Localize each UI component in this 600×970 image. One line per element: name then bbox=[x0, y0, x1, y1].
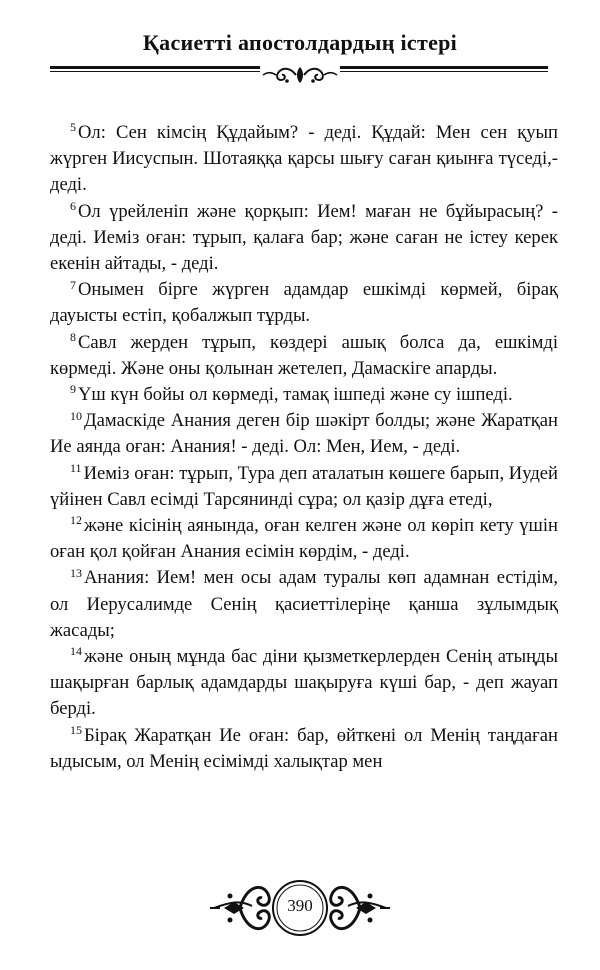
verse-number: 6 bbox=[70, 199, 76, 214]
verse-number: 7 bbox=[70, 277, 76, 292]
verse bbox=[50, 408, 558, 460]
verse bbox=[50, 277, 558, 329]
verse bbox=[50, 330, 558, 382]
verse-number: 14 bbox=[70, 644, 82, 659]
verse-text: Үш күн бойы ол көрмеді, тамақ ішпеді және су ішпеді. bbox=[78, 384, 513, 406]
verse-text: Онымен бірге жүрген адамдар ешкімді көрмей, бірақ дауысты естіп, қобалжып тұрды. bbox=[50, 279, 558, 327]
verse-text: Савл жерден тұрып, көздері ашық болса да, ешкімді көрмеді. Және оны қолынан жетелеп, Дамаскіге апарды. bbox=[50, 331, 558, 379]
verse-text: Анания: Ием! мен осы адам туралы көп адамнан естідім, ол Иерусалимде Сенің қасиеттілеріңе қанша зұлымдық жасады; bbox=[50, 567, 558, 641]
verse bbox=[50, 644, 558, 723]
verse bbox=[50, 565, 558, 644]
verse bbox=[50, 513, 558, 565]
verse-text: Дамаскіде Анания деген бір шәкірт болды; және Жаратқан Ие аянда оған: Анания! - деді. Ол: Мен, Ием, - деді. bbox=[50, 410, 558, 458]
verse-number: 9 bbox=[70, 382, 76, 397]
verse-number: 8 bbox=[70, 330, 76, 345]
verse bbox=[50, 723, 558, 775]
verse-text: Ол үрейленіп және қорқып: Ием! маған не бұйырасың? - деді. Иеміз оған: тұрып, қалаға бар; және саған не істеу керек екенін айтады, - деді. bbox=[50, 200, 558, 275]
verse-number: 13 bbox=[70, 565, 82, 580]
verse-number: 11 bbox=[70, 461, 82, 476]
running-header-title: Қасиетті апостолдардың істері bbox=[142, 30, 458, 55]
verse-text: және кісінің аянында, оған келген және ол көріп кету үшін оған қол қойған Анания есімін көрдім, - деді. bbox=[50, 515, 558, 563]
verse-text-block bbox=[50, 120, 558, 775]
header-ornament-icon bbox=[260, 63, 340, 87]
verse-number: 5 bbox=[70, 120, 76, 135]
verse-text: Иеміз оған: тұрып, Тура деп аталатын көшеге барып, Иудей үйінен Савл есімді Тарсянинді сұра; ол қазір дұға етеді, bbox=[50, 462, 558, 510]
verse-number: 12 bbox=[70, 513, 82, 528]
verse-text: Ол: Сен кімсің Құдайым? - деді. Құдай: Мен сен қуып жүрген Иисуспын. Шотаяққа қарсы шығу саған қиынға түседі,- деді. bbox=[50, 122, 558, 196]
verse-text: Бірақ Жаратқан Ие оған: бар, өйткені ол Менің таңдаған ыдысым, ол Менің есімімді халықтар мен bbox=[50, 724, 558, 772]
verse bbox=[50, 382, 558, 408]
verse-text: және оның мұнда бас діни қызметкерлерден Сенің атыңды шақырған барлық адамдарды шақыруға күші бар, - деп жауап берді. bbox=[50, 646, 558, 720]
page-number: 390 bbox=[287, 896, 313, 915]
verse bbox=[50, 199, 558, 278]
verse-number: 10 bbox=[70, 408, 82, 423]
verse bbox=[50, 120, 558, 199]
verse-number: 15 bbox=[70, 723, 82, 738]
verse bbox=[50, 461, 558, 513]
